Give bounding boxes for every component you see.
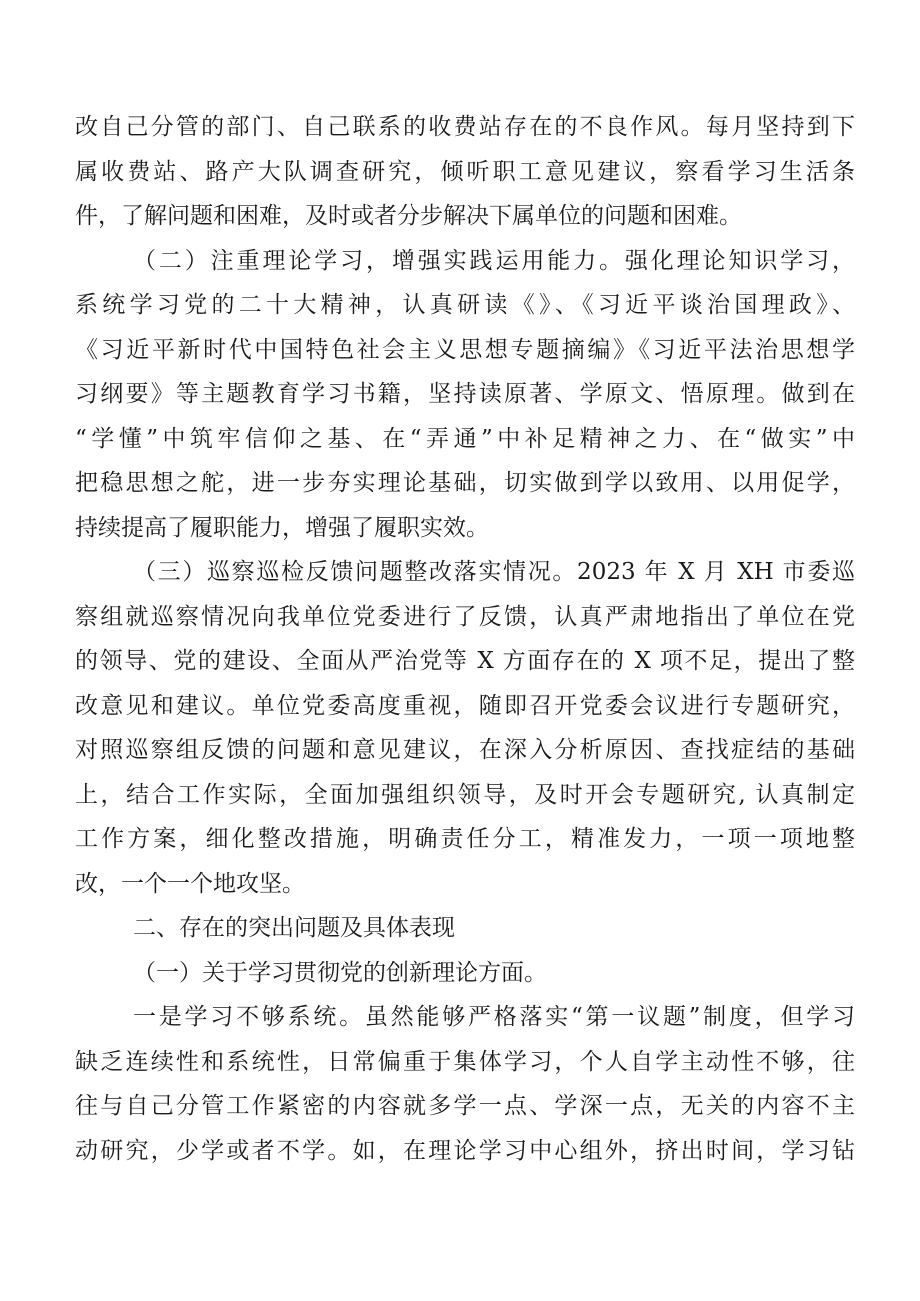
paragraph-start: 一是学习不够系统。虽然能够严格落实“第一议题”制度，但学习 xyxy=(133,1004,855,1030)
paragraph-start: （二）注重理论学习，增强实践运用能力。强化理论知识学习， xyxy=(133,247,855,274)
text-line: 动研究，少学或者不学。如，在理论学习中心组外，挤出时间，学习钻 xyxy=(75,1137,855,1164)
text-line: 把稳思想之舵，进一步夯实理论基础，切实做到学以致用、以用促学， xyxy=(75,470,855,496)
text-line: 属收费站、路产大队调查研究，倾听职工意见建议，察看学习生活条 xyxy=(75,158,855,185)
text-line: 习纲要》等主题教育学习书籍，坚持读原著、学原文、悟原理。做到在 xyxy=(75,381,855,407)
text-line: 上，结合工作实际，全面加强组织领导，及时开会专题研究, 认真制定 xyxy=(75,781,855,808)
text-line: 察组就巡察情况向我单位党委进行了反馈，认真严肃地指出了单位在党 xyxy=(75,603,855,630)
text-line: 工作方案，细化整改措施，明确责任分工，精准发力，一项一项地整 xyxy=(75,826,855,852)
paragraph-start: （三）巡察巡检反馈问题整改落实情况。2023 年 X 月 XH 市委巡 xyxy=(133,559,855,585)
text-line: 持续提高了履职能力，增强了履职实效。 xyxy=(75,514,489,541)
section-heading: 二、存在的突出问题及具体表现 xyxy=(133,915,455,941)
text-line: 改意见和建议。单位党委高度重视，随即召开党委会议进行专题研究， xyxy=(75,692,855,719)
text-line: 的领导、党的建设、全面从严治党等 X 方面存在的 X 项不足，提出了整 xyxy=(75,648,855,674)
text-line: 改，一个一个地攻坚。 xyxy=(75,870,305,897)
subsection-heading: （一）关于学习贯彻党的创新理论方面。 xyxy=(133,959,547,986)
text-line: 改自己分管的部门、自己联系的收费站存在的不良作风。每月坚持到下 xyxy=(75,114,855,140)
text-line: 《习近平新时代中国特色社会主义思想专题摘编》《习近平法治思想学 xyxy=(75,336,855,363)
document-body xyxy=(75,105,855,1173)
text-line: “学懂”中筑牢信仰之基、在“弄通”中补足精神之力、在“做实”中 xyxy=(75,425,855,452)
text-line: 件，了解问题和困难，及时或者分步解决下属单位的问题和困难。 xyxy=(75,203,742,229)
text-line: 系统学习党的二十大精神，认真研读《》、《习近平谈治国理政》、 xyxy=(75,292,855,318)
text-line: 缺乏连续性和系统性，日常偏重于集体学习，个人自学主动性不够，往 xyxy=(75,1048,855,1075)
text-line: 对照巡察组反馈的问题和意见建议，在深入分析原因、查找症结的基础 xyxy=(75,737,855,763)
text-line: 往与自己分管工作紧密的内容就多学一点、学深一点，无关的内容不主 xyxy=(75,1093,855,1119)
